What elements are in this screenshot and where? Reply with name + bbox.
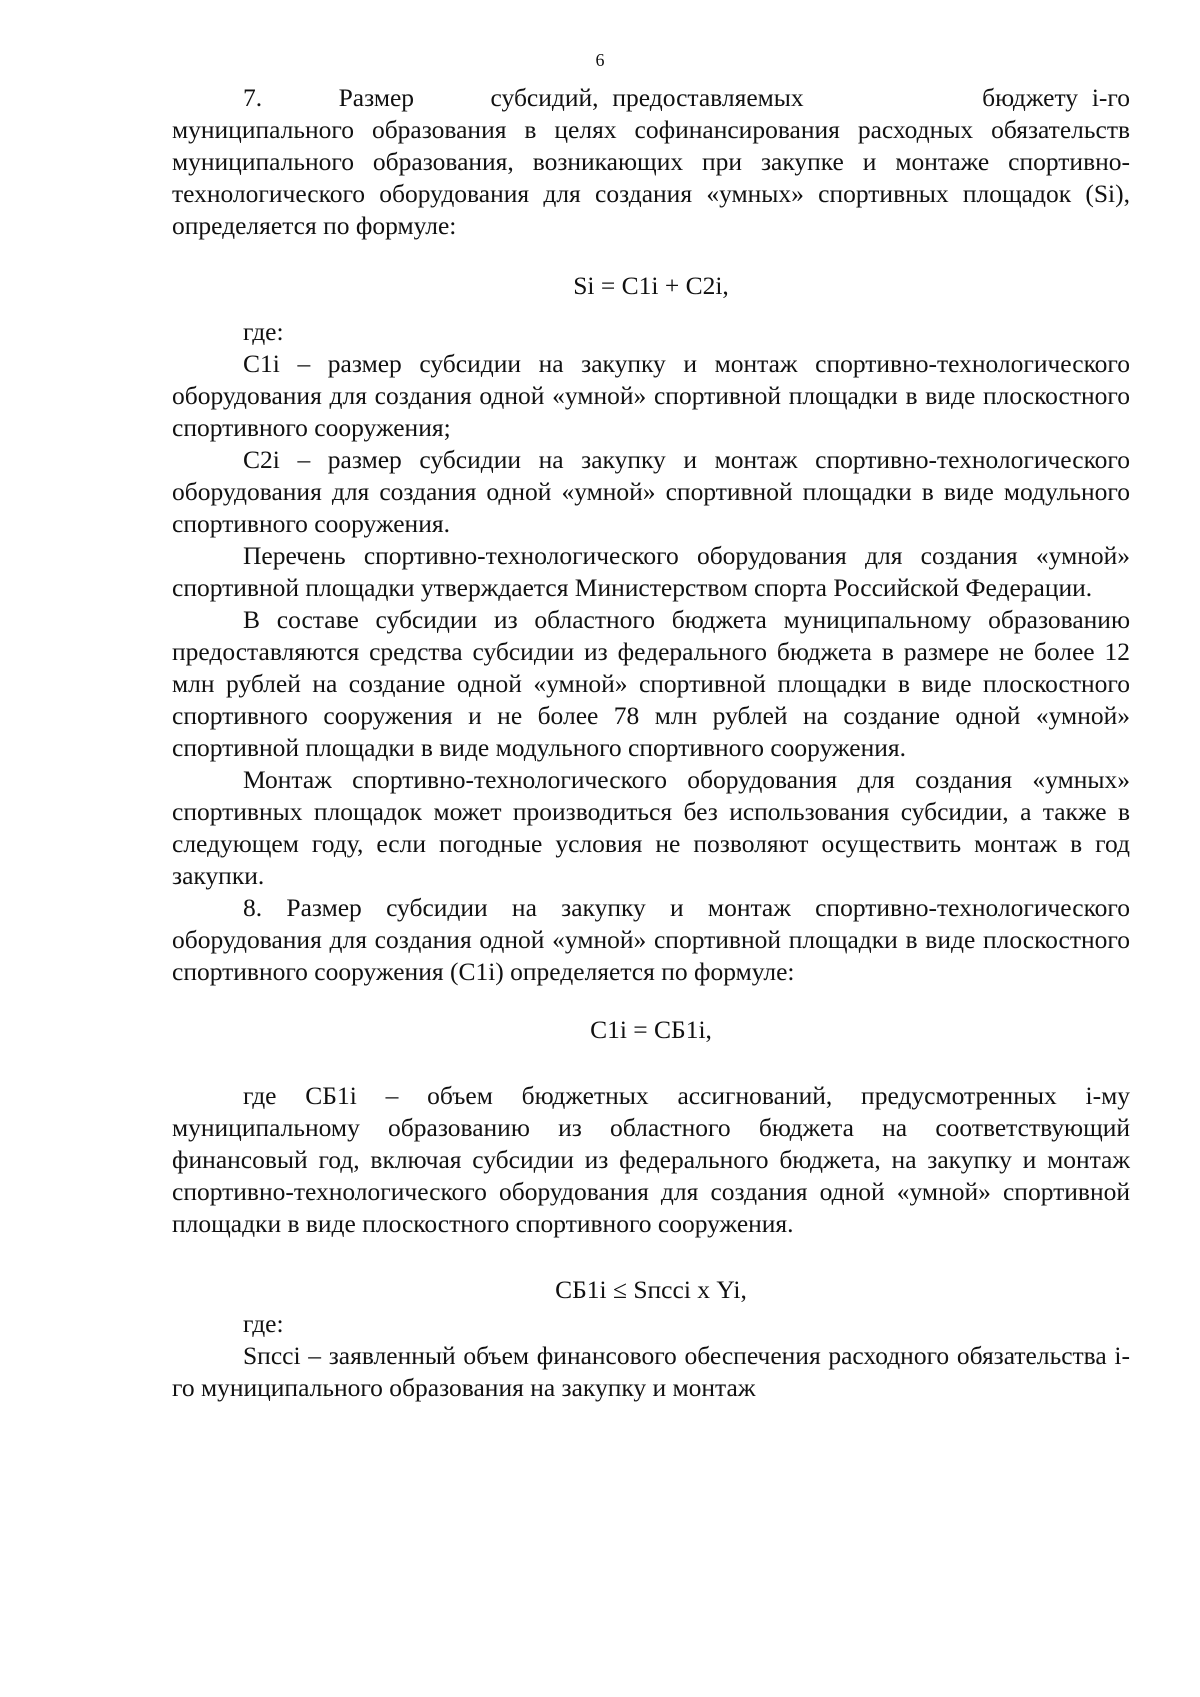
formula-si: Si = С1i + С2i, bbox=[573, 271, 729, 300]
definition-c1i: С1i – размер субсидии на закупку и монтаж спортивно-технологического оборудования для создания одной «умной» спортивной площадки в виде плоскостного спортивного сооружения; bbox=[172, 349, 1130, 442]
where-label: где: bbox=[243, 317, 284, 346]
definition-c2i: С2i – размер субсидии на закупку и монтаж спортивно-технологического оборудования для создания одной «умной» спортивной площадки в виде модульного спортивного сооружения. bbox=[172, 445, 1130, 538]
page-number: 6 bbox=[595, 50, 605, 70]
paragraph-7: 7. Размер субсидий, предоставляемых бюджету i-го муниципального образования в целях софинансирования расходных обязательств муниципального образования, возникающих при закупке и монтаже спортивно-технологического оборудования для создания «умных» спортивных площадок (Si), определяется по формуле: bbox=[172, 83, 1130, 240]
paragraph-8: 8. Размер субсидии на закупку и монтаж спортивно-технологического оборудования для создания одной «умной» спортивной площадки в виде плоскостного спортивного сооружения (С1i) определяется по формуле: bbox=[172, 893, 1130, 986]
where-label-2: где: bbox=[243, 1309, 284, 1338]
paragraph-equipment-list: Перечень спортивно-технологического оборудования для создания «умной» спортивной площадки утверждается Министерством спорта Российской Федерации. bbox=[172, 541, 1130, 602]
formula-c1i: С1i = СБ1i, bbox=[590, 1015, 712, 1044]
paragraph-installation: Монтаж спортивно-технологического оборудования для создания «умных» спортивных площадок может производиться без использования субсидии, а также в следующем году, если погодные условия не позволяют осуществить монтаж в год закупки. bbox=[172, 765, 1130, 890]
document-body bbox=[172, 82, 1130, 1404]
definition-sb1i: где СБ1i – объем бюджетных ассигнований, предусмотренных i-му муниципальному образованию из областного бюджета на соответствующий финансовый год, включая субсидии из федерального бюджета, на закупку и монтаж спортивно-технологического оборудования для создания одной «умной» спортивной площадки в виде плоскостного спортивного сооружения. bbox=[172, 1081, 1130, 1238]
definition-spssi: Sпссi – заявленный объем финансового обеспечения расходного обязательства i-го муниципального образования на закупку и монтаж bbox=[172, 1341, 1130, 1402]
formula-sb1i: СБ1i ≤ Sпссi х Yi, bbox=[555, 1275, 747, 1304]
paragraph-federal-share: В составе субсидии из областного бюджета муниципальному образованию предоставляются средства субсидии из федерального бюджета в размере не более 12 млн рублей на создание одной «умной» спортивной площадки в виде плоскостного спортивного сооружения и не более 78 млн рублей на создание одной «умной» спортивной площадки в виде модульного спортивного сооружения. bbox=[172, 605, 1130, 762]
